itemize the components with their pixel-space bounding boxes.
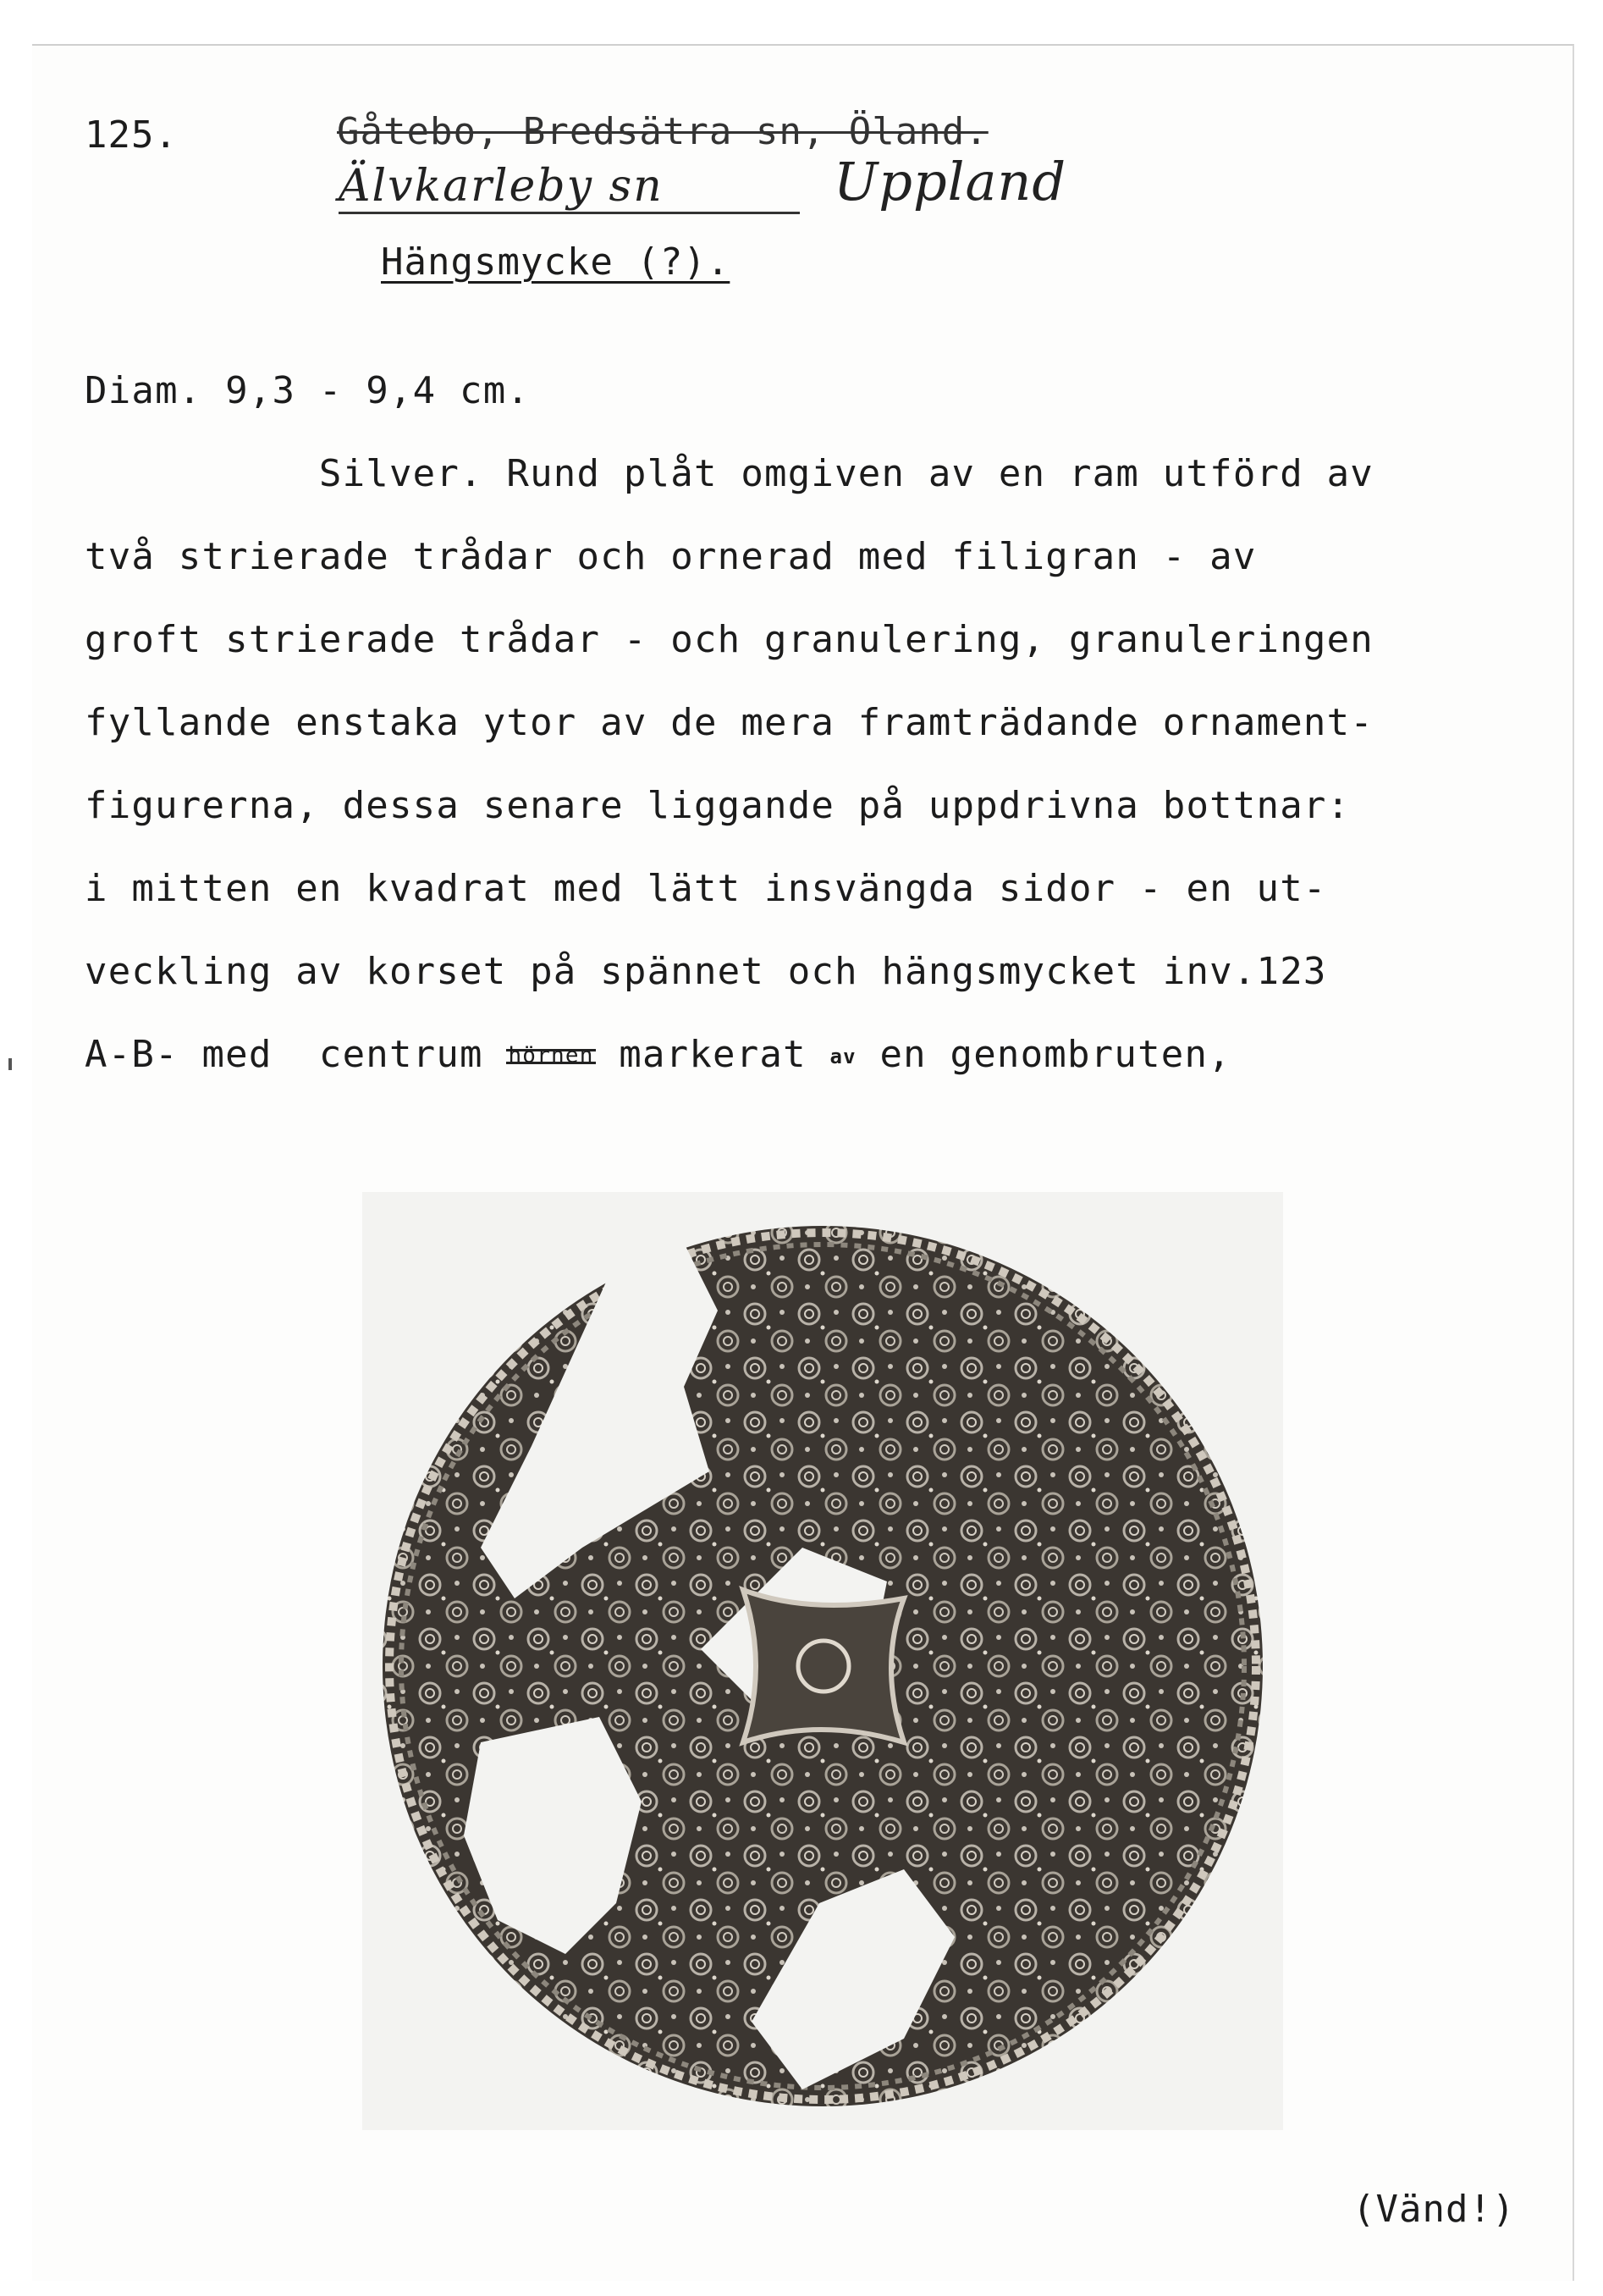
- margin-mark: [8, 1058, 12, 1070]
- diameter-line: Diam. 9,3 - 9,4 cm.: [85, 369, 531, 412]
- pendant-illustration: [362, 1192, 1283, 2130]
- last-line-start: A-B- med centrum: [85, 1033, 507, 1076]
- description-line: i mitten en kvadrat med lätt insvängda sidor - en ut-: [85, 867, 1327, 910]
- pendant-photo: [362, 1192, 1283, 2130]
- handwritten-underline: [339, 212, 800, 214]
- description-line: två strierade trådar och ornerad med filigran - av: [85, 535, 1257, 578]
- description-line: veckling av korset på spännet och hängsmycket inv.123: [85, 950, 1327, 993]
- object-type: Hängsmycke (?).: [381, 240, 730, 284]
- description-line: groft strierade trådar - och granulering, granuleringen: [85, 618, 1374, 661]
- description-line: figurerna, dessa senare liggande på uppdrivna bottnar:: [85, 784, 1351, 827]
- description-line: Silver. Rund plåt omgiven av en ram utförd av: [85, 452, 1374, 495]
- central-square: [743, 1590, 904, 1742]
- description-line: fyllande enstaka ytor av de mera framträdande ornament-: [85, 701, 1374, 744]
- turn-note: (Vänd!): [1352, 2188, 1516, 2231]
- description-last-line: [85, 1033, 1231, 1076]
- deleted-word: hörnen: [508, 1043, 594, 1069]
- handwritten-location: Älvkarleby sn: [339, 161, 664, 212]
- last-line-middle: markerat: [595, 1033, 830, 1076]
- catalog-number: 125.: [85, 113, 178, 157]
- handwritten-province: Uppland: [834, 151, 1067, 212]
- struck-location: Gåtebo, Bredsätra sn, Öland.: [337, 110, 989, 153]
- last-line-end: en genombruten,: [856, 1033, 1231, 1076]
- inserted-word: av: [829, 1045, 857, 1068]
